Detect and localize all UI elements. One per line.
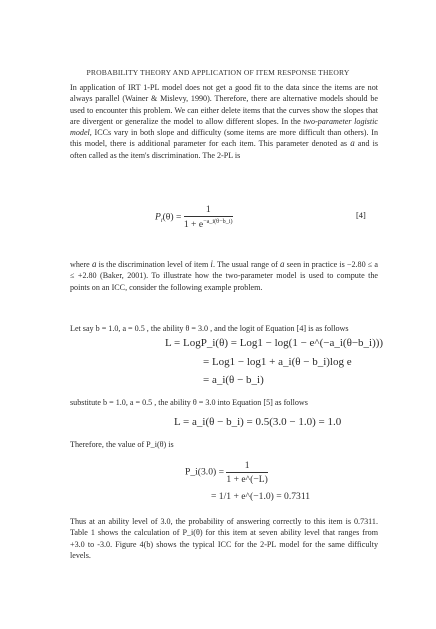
running-header: PROBABILITY THEORY AND APPLICATION OF ITEM RESPONSE THEORY — [86, 68, 350, 77]
eq-text: (θ) = — [162, 211, 182, 223]
text-run: seen in practice is −2.80 ≤ a ≤ +2.80 (Baker, 2001). To illustrate how the two-parameter model is used to compute the points on an ICC, consider the following example problem. — [70, 260, 378, 292]
eq-denominator: 1 + e^(−L) — [226, 474, 268, 485]
symbol-a: a — [350, 138, 355, 149]
paragraph-conclusion: Thus at an ability level of 3.0, the probability of answering correctly to this item is 0.7311. Table 1 shows the calculation of P_i(θ) for this item at seven ability level that ranges from +3.0 to -3.0. Figure 4(b) shows the typical ICC for the 2-PL model for the same difficulty levels. — [70, 517, 378, 560]
text-run: where — [70, 260, 92, 269]
text-run: . The usual range of — [212, 260, 280, 269]
text-run: In application of IRT 1-PL model does not get a good fit to the data since the items are not always parallel (Wainer & Mislevy, 1990). Therefore, there are alternative models should be used to encounter this problem. We can either delete items that the curves show the slopes that are divergent or generalize the model to allow different slopes. In the — [70, 83, 378, 126]
paragraph-example: Let say b = 1.0, a = 0.5 , the ability θ = 3.0 , and the logit of Equation [4] is as follows — [70, 324, 349, 333]
paragraph-discrimination — [70, 259, 378, 293]
text-run: is the discrimination level of item — [96, 260, 211, 269]
eq-denominator — [184, 217, 233, 230]
paragraph-intro — [70, 82, 378, 161]
eq-symbol: P — [155, 211, 161, 223]
equation-4 — [155, 204, 233, 230]
symbol-a: a — [279, 259, 285, 269]
equation-7 — [185, 460, 268, 485]
eq-text: P_i(3.0) = — [185, 466, 224, 478]
equation-7-line-2: = 1/1 + e^(−1.0) = 0.7311 — [211, 491, 311, 502]
eq-numerator: 1 — [184, 204, 233, 217]
eq-subscript: i — [160, 217, 163, 225]
eq4-fraction — [184, 204, 233, 230]
emphasis-model-name: two-parameter logistic model — [70, 116, 378, 138]
text-run: and is often called as the item's discrimination. The 2-PL is — [70, 139, 378, 160]
eq-text: 1 + e — [183, 219, 204, 231]
equation-5-line-2: = Log1 − log1 + a_i(θ − b_i)log e — [203, 356, 352, 368]
symbol-a: a — [91, 259, 97, 269]
eq-exponent: −a_i(θ−b_i) — [203, 218, 233, 225]
equation-number: [4] — [356, 211, 366, 220]
text-run: , ICCs vary in both slope and difficulty (some items are more difficult than others). In this model, there is additional parameter for each item. This parameter denoted as — [70, 128, 378, 149]
equation-5-line-3: = a_i(θ − b_i) — [203, 374, 264, 386]
paragraph-therefore: Therefore, the value of P_i(θ) is — [70, 440, 174, 449]
equation-5-line-1: L = LogP_i(θ) = Log1 − log(1 − e^(−a_i(θ−b_i))) — [165, 337, 384, 349]
paragraph-substitute: substitute b = 1.0, a = 0.5 , the ability θ = 3.0 into Equation [5] as follows — [70, 398, 308, 407]
symbol-i: i — [210, 259, 213, 269]
eq-numerator: 1 — [226, 460, 267, 473]
equation-6: L = a_i(θ − b_i) = 0.5(3.0 − 1.0) = 1.0 — [174, 416, 342, 428]
eq7-fraction — [226, 460, 267, 485]
